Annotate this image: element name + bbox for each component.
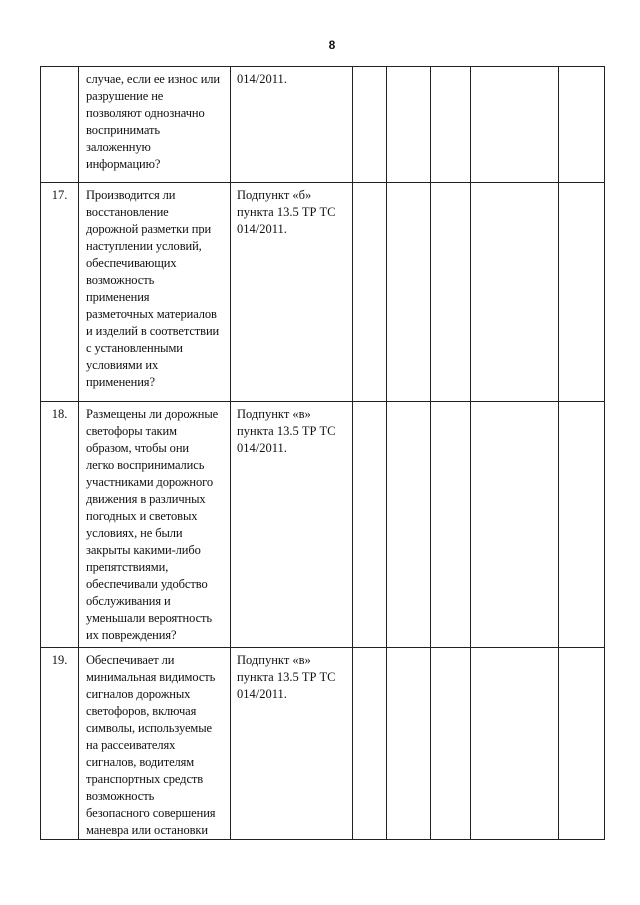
reference-line: Подпункт «в» [237,407,311,421]
question-line: обслуживания и [86,594,171,608]
question-line: возможность [86,789,155,803]
answer-yes-cell [353,648,387,840]
question-line: препятствиями, [86,560,169,574]
question-line: дорожной разметки при [86,222,212,236]
item-number-cell: 19. [41,648,79,840]
question-line: маневра или остановки [86,823,208,837]
reference-line: пункта 13.5 ТР ТС [237,424,336,438]
reference-line: 014/2011. [237,72,287,86]
question-line: безопасного совершения [86,806,216,820]
question-line: с установленными [86,341,183,355]
reference-line: 014/2011. [237,687,287,701]
question-line: условиями их [86,358,159,372]
question-line: условиях, не были [86,526,183,540]
answer-no-cell [387,648,431,840]
question-line: наступлении условий, [86,239,202,253]
question-line: светофоров, включая [86,704,197,718]
note-cell [559,67,605,183]
question-line: транспортных средств [86,772,204,786]
comment-cell [471,183,559,402]
table-row [41,183,605,402]
item-number-cell: 18. [41,402,79,648]
legal-reference-cell [231,402,353,648]
question-line: позволяют однозначно [86,106,205,120]
question-line: применения? [86,375,155,389]
item-number-cell [41,67,79,183]
question-line: случае, если ее износ или [86,72,221,86]
note-cell [559,402,605,648]
question-line: обеспечивали удобство [86,577,208,591]
table-row [41,67,605,183]
legal-reference-cell [231,67,353,183]
question-line: информацию? [86,157,161,171]
question-line: образом, чтобы они [86,441,189,455]
reference-line: Подпункт «б» [237,188,312,202]
question-line: участниками дорожного [86,475,213,489]
question-line: Обеспечивает ли [86,653,175,667]
checklist-table-body [41,67,605,840]
answer-na-cell [431,183,471,402]
checklist-table [40,66,605,840]
note-cell [559,648,605,840]
reference-line: Подпункт «в» [237,653,311,667]
question-line: Размещены ли дорожные [86,407,219,421]
question-line: закрыты какими-либо [86,543,201,557]
question-line: минимальная видимость [86,670,216,684]
comment-cell [471,402,559,648]
question-line: их повреждения? [86,628,177,642]
note-cell [559,183,605,402]
answer-na-cell [431,402,471,648]
question-line: светофоры таким [86,424,177,438]
question-line: разрушение не [86,89,164,103]
question-line: символы, используемые [86,721,212,735]
table-row [41,402,605,648]
reference-line: пункта 13.5 ТР ТС [237,670,336,684]
legal-reference-cell [231,648,353,840]
answer-yes-cell [353,67,387,183]
question-line: обеспечивающих [86,256,177,270]
question-line: разметочных материалов [86,307,217,321]
page-number: 8 [328,38,336,52]
reference-line: пункта 13.5 ТР ТС [237,205,336,219]
table-row [41,648,605,840]
question-line: на рассеивателях [86,738,176,752]
question-line: восстановление [86,205,169,219]
question-line: движения в различных [86,492,206,506]
question-cell [79,183,231,402]
question-line: погодных и световых [86,509,198,523]
reference-line: 014/2011. [237,222,287,236]
question-line: сигналов дорожных [86,687,191,701]
question-cell [79,402,231,648]
comment-cell [471,648,559,840]
reference-line: 014/2011. [237,441,287,455]
question-line: и изделий в соответствии [86,324,220,338]
answer-no-cell [387,67,431,183]
question-line: заложенную [86,140,151,154]
question-cell [79,648,231,840]
question-line: легко воспринимались [86,458,205,472]
legal-reference-cell [231,183,353,402]
question-line: применения [86,290,150,304]
question-line: Производится ли [86,188,176,202]
answer-no-cell [387,183,431,402]
question-cell [79,67,231,183]
question-line: воспринимать [86,123,160,137]
question-line: сигналов, водителям [86,755,195,769]
answer-no-cell [387,402,431,648]
item-number-cell: 17. [41,183,79,402]
question-line: уменьшали вероятность [86,611,212,625]
question-line: возможность [86,273,155,287]
answer-na-cell [431,67,471,183]
answer-na-cell [431,648,471,840]
answer-yes-cell [353,402,387,648]
comment-cell [471,67,559,183]
answer-yes-cell [353,183,387,402]
